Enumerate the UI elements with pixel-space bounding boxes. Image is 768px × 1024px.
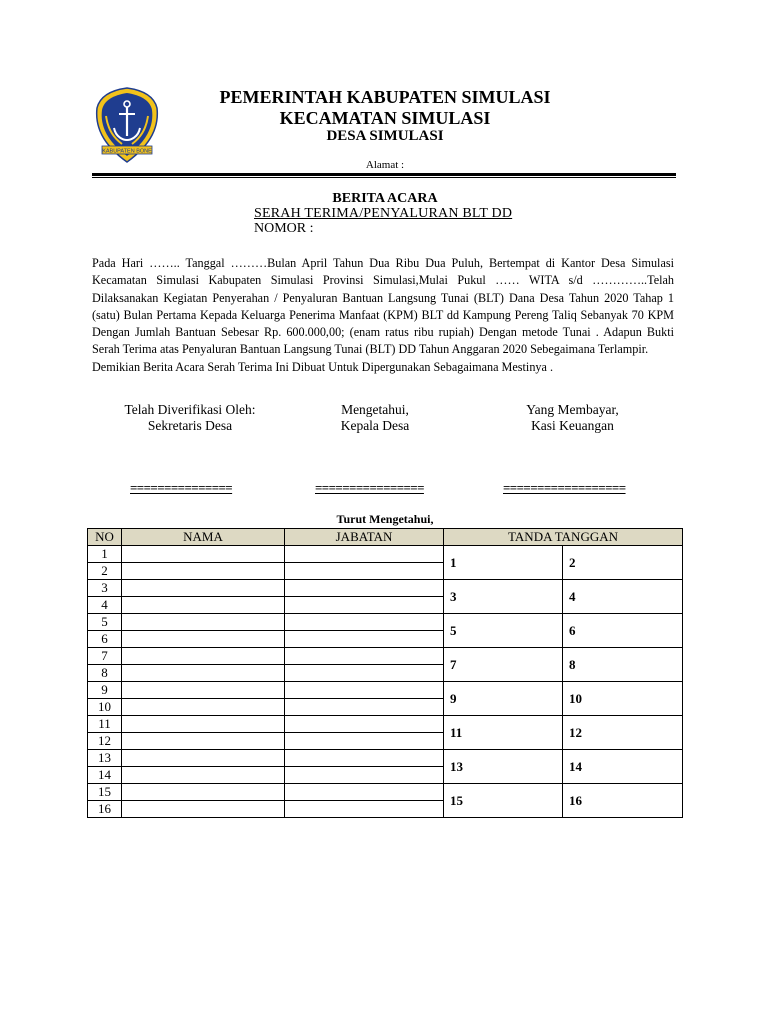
table-row	[88, 546, 683, 563]
position-cell[interactable]	[285, 767, 444, 784]
name-cell[interactable]	[122, 750, 285, 767]
name-cell[interactable]	[122, 682, 285, 699]
name-cell[interactable]	[122, 614, 285, 631]
position-cell[interactable]	[285, 699, 444, 716]
position-cell[interactable]	[285, 682, 444, 699]
row-number: 12	[88, 733, 122, 750]
regency-logo	[94, 86, 160, 164]
position-cell[interactable]	[285, 580, 444, 597]
name-cell[interactable]	[122, 733, 285, 750]
position-cell[interactable]	[285, 784, 444, 801]
signature-treasurer	[490, 402, 655, 434]
name-cell[interactable]	[122, 784, 285, 801]
position-cell[interactable]	[285, 750, 444, 767]
position-cell[interactable]	[285, 716, 444, 733]
table-row	[88, 614, 683, 631]
row-number: 14	[88, 767, 122, 784]
name-cell[interactable]	[122, 546, 285, 563]
header-divider-thin	[92, 177, 676, 178]
name-cell[interactable]	[122, 648, 285, 665]
signature-secretary	[110, 402, 270, 434]
signature-blank-village-head: ================	[315, 480, 424, 495]
signature-slot[interactable]: 2	[563, 546, 683, 580]
signature-slot[interactable]: 1	[444, 546, 563, 580]
name-cell[interactable]	[122, 563, 285, 580]
signature-slot[interactable]: 4	[563, 580, 683, 614]
table-header-row	[88, 529, 683, 546]
document-body	[92, 255, 674, 376]
column-header-name: NAMA	[122, 529, 285, 546]
signature-slot[interactable]: 14	[563, 750, 683, 784]
header-district: KECAMATAN SIMULASI	[279, 108, 491, 128]
row-number: 10	[88, 699, 122, 716]
position-cell[interactable]	[285, 563, 444, 580]
row-number: 16	[88, 801, 122, 818]
row-number: 13	[88, 750, 122, 767]
column-header-signature: TANDA TANGGAN	[444, 529, 683, 546]
name-cell[interactable]	[122, 597, 285, 614]
row-number: 3	[88, 580, 122, 597]
logo-text: KABUPATEN BONE	[102, 148, 152, 155]
name-cell[interactable]	[122, 699, 285, 716]
table-row	[88, 784, 683, 801]
document-number: NOMOR :	[254, 221, 314, 236]
position-cell[interactable]	[285, 648, 444, 665]
name-cell[interactable]	[122, 801, 285, 818]
name-cell[interactable]	[122, 580, 285, 597]
name-cell[interactable]	[122, 631, 285, 648]
position-cell[interactable]	[285, 733, 444, 750]
position-cell[interactable]	[285, 614, 444, 631]
signature-slot[interactable]: 3	[444, 580, 563, 614]
column-header-position: JABATAN	[285, 529, 444, 546]
signature-blank-treasurer: ==================	[503, 480, 626, 495]
signature-slot[interactable]: 8	[563, 648, 683, 682]
signature-slot[interactable]: 7	[444, 648, 563, 682]
table-caption: Turut Mengetahui,	[336, 512, 434, 526]
position-cell[interactable]	[285, 631, 444, 648]
document-subtitle: SERAH TERIMA/PENYALURAN BLT DD	[254, 206, 513, 221]
signature-role-label: Mengetahui,	[341, 402, 409, 417]
table-row	[88, 682, 683, 699]
position-cell[interactable]	[285, 546, 444, 563]
row-number: 1	[88, 546, 122, 563]
row-number: 15	[88, 784, 122, 801]
signature-village-head	[300, 402, 450, 434]
row-number: 6	[88, 631, 122, 648]
signature-role-label: Yang Membayar,	[526, 402, 619, 417]
signature-slot[interactable]: 9	[444, 682, 563, 716]
signature-slot[interactable]: 12	[563, 716, 683, 750]
signature-slot[interactable]: 13	[444, 750, 563, 784]
row-number: 7	[88, 648, 122, 665]
name-cell[interactable]	[122, 665, 285, 682]
table-row	[88, 716, 683, 733]
position-cell[interactable]	[285, 597, 444, 614]
signature-slot[interactable]: 16	[563, 784, 683, 818]
signature-slot[interactable]: 11	[444, 716, 563, 750]
signature-slot[interactable]: 6	[563, 614, 683, 648]
position-cell[interactable]	[285, 801, 444, 818]
name-cell[interactable]	[122, 716, 285, 733]
table-body	[88, 546, 683, 818]
signature-slot[interactable]: 5	[444, 614, 563, 648]
header-address: Alamat :	[365, 159, 405, 171]
row-number: 5	[88, 614, 122, 631]
name-cell[interactable]	[122, 767, 285, 784]
signature-position: Sekretaris Desa	[147, 418, 233, 433]
body-paragraph: Pada Hari …….. Tanggal ………Bulan April Tahun Dua Ribu Dua Puluh, Bertempat di Kantor Desa Simulasi Kecamatan Simulasi Kabupaten Simulasi Provinsi Simulasi,Mulai Pukul …… WITA s/d …………..Telah Dilaksanakan Kegiatan Penyerahan / Penyaluran Bantuan Langsung Tunai (BLT) Dana Desa Tahun 2020 Tahap 1 (satu) Bulan Pertama Kepada Keluarga Penerima Manfaat (KPM) BLT dd Kampung Pereng Taliq Sebanyak 70 KPM Dengan Jumlah Bantuan Sebesar Rp. 600.000,00; (enam ratus ribu rupiah) Dengan metode Tunai . Adapun Bukti Serah Terima atas Penyaluran Bantuan Langsung Tunai (BLT) DD Tahun Anggaran 2020 Sebegaimana Terlampir.	[92, 256, 674, 357]
signature-slot[interactable]: 10	[563, 682, 683, 716]
table-row	[88, 580, 683, 597]
signature-position: Kasi Keuangan	[531, 418, 614, 433]
closing-paragraph: Demikian Berita Acara Serah Terima Ini Dibuat Untuk Dipergunakan Sebagaimana Mestinya .	[92, 359, 554, 374]
signature-role-label: Telah Diverifikasi Oleh:	[124, 402, 256, 417]
table-row	[88, 750, 683, 767]
header-government: PEMERINTAH KABUPATEN SIMULASI	[219, 87, 551, 107]
signature-position: Kepala Desa	[340, 418, 410, 433]
row-number: 4	[88, 597, 122, 614]
table-row	[88, 648, 683, 665]
position-cell[interactable]	[285, 665, 444, 682]
document-title: BERITA ACARA	[332, 191, 438, 206]
signature-blank-secretary: ===============	[130, 480, 233, 495]
acknowledgement-table	[87, 528, 683, 818]
column-header-no: NO	[88, 529, 122, 546]
row-number: 8	[88, 665, 122, 682]
header-village: DESA SIMULASI	[326, 128, 444, 144]
row-number: 2	[88, 563, 122, 580]
row-number: 11	[88, 716, 122, 733]
row-number: 9	[88, 682, 122, 699]
signature-slot[interactable]: 15	[444, 784, 563, 818]
header-divider-thick	[92, 173, 676, 176]
